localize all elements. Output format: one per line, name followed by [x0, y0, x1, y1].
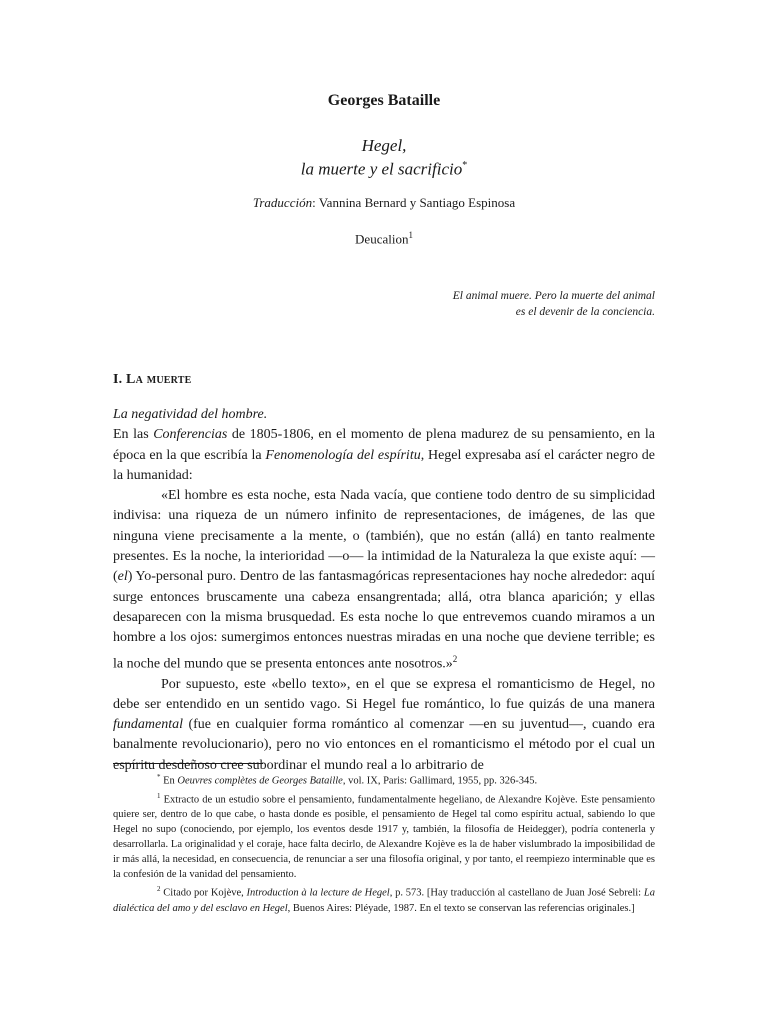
title-line-1: Hegel, — [361, 136, 407, 155]
epigraph — [335, 288, 655, 320]
epigraph-line-2: es el devenir de la conciencia. — [515, 306, 655, 318]
paragraph-1 — [113, 425, 655, 486]
footnote-2-italic-sebreli: La dialéctica del amo y del esclavo en Hegel — [113, 887, 655, 914]
footnote-2-text-a: Citado por Kojève, — [160, 887, 247, 899]
footnote-2-italic-kojeve: Introduction à la lecture de Hegel — [246, 887, 390, 899]
author-name: Georges Bataille — [327, 92, 441, 109]
section-heading: I. La muerte — [113, 372, 192, 387]
translator-names: : Vannina Bernard y Santiago Espinosa — [312, 195, 516, 210]
paragraph-1-italic-conferencias: Conferencias — [153, 427, 228, 443]
quote-text-c: ) Yo-personal puro. Dentro de las fantasmagóricas representaciones hay noche alrededor: aquí surge entonces bruscamente una cabeza ensangrentada; allá, otra blanca aparición; y ellas desaparecen con la misma brusquedad. Es esta noche lo que entrevemos cuando miramos a un hombre a los ojos: sumergimos entonces nuestras miradas en una noche que deviene terrible; es la noche del mundo que se presenta entonces ante nosotros.» — [113, 569, 655, 672]
document-title — [0, 136, 768, 180]
paragraph-2-text-a: Por supuesto, este «bello texto», en el que se expresa el romanticismo de Hegel, no debe ser entendido en un sentido vago. Si Hegel fue romántico, lo fue quizás de una manera — [113, 676, 655, 712]
footnote-1-text: Extracto de un estudio sobre el pensamiento, fundamentalmente hegeliano, de Alexandre Kojève. Este pensamiento quiere ser, dentro de lo que cabe, o hasta donde es posible, el pensamiento de Hegel tal como espíritu actual, sabiendo lo que Hegel no supo (conociendo, por ejemplo, los eventos desde 1917 y, también, la filosofía de Heidegger), podría contenerla y desarrollarla. La originalidad y el coraje, hace falta decirlo, de Alexandre Kojève es la de haber vislumbrado la imposibilidad de ir más allá, la necesidad, en consecuencia, de renunciar a ser una filosofía original, y por tanto, el reempiezo interminable que es la confesión de la vanidad del pensamiento. — [113, 794, 655, 880]
paragraph-1-text-c: de 1805-1806, en el momento de plena madurez de su pensamiento, en la época en la que escribía la — [113, 427, 655, 463]
epigraph-line-1: El animal muere. Pero la muerte del animal — [452, 290, 655, 302]
quote-footnote-marker[interactable]: 2 — [452, 653, 458, 664]
footnote-2-text-e: , Buenos Aires: Pléyade, 1987. En el texto se conservan las referencias originales.] — [287, 902, 635, 914]
footnote-2 — [113, 882, 655, 916]
body-text — [113, 405, 655, 776]
footnote-star-text-c: , vol. IX, Paris: Gallimard, 1955, pp. 326-345. — [342, 775, 538, 787]
publisher-label: Deucalion — [355, 231, 409, 247]
footnote-star — [113, 770, 655, 789]
publisher-footnote-marker[interactable]: 1 — [408, 230, 413, 240]
paragraph-1-text-e: , Hegel expresaba así el carácter negro de la humanidad: — [113, 447, 656, 483]
subsection-title: La negatividad del hombre. — [113, 407, 268, 422]
quote-italic-el: el — [117, 569, 128, 585]
footnote-star-text-a: En — [160, 775, 178, 787]
translation-credit — [0, 195, 768, 211]
footnote-2-marker: 2 — [157, 885, 161, 893]
footnote-separator — [113, 763, 263, 764]
footnote-1 — [113, 789, 655, 883]
title-line-2-text: la muerte y el sacrificio — [300, 159, 463, 179]
footnote-star-italic: Oeuvres complètes de Georges Bataille — [177, 775, 343, 787]
title-line-2 — [0, 156, 768, 180]
paragraph-2-italic-fundamental: fundamental — [113, 717, 183, 733]
paragraph-1-text-a: En las — [113, 427, 154, 443]
translation-label: Traducción — [252, 195, 313, 210]
paragraph-1-italic-fenomenologia: Fenomenología del espíritu — [265, 447, 421, 463]
hegel-quote — [113, 486, 655, 674]
publisher-name — [0, 230, 768, 247]
footnote-2-text-c: , p. 573. [Hay traducción al castellano de Juan José Sebreli: — [389, 887, 644, 899]
title-footnote-marker[interactable]: * — [462, 160, 468, 171]
quote-text-a: «El hombre es esta noche, esta Nada vacía, que contiene todo dentro de su simplicidad indivisa: una riqueza de un número infinito de representaciones, de imágenes, de las que ninguna viene precisamente a la mente, o (también), que no están (allá) en tanto realmente presentes. Es la noche, la interioridad —o— la intimidad de la Naturaleza la que existe aquí: —( — [113, 488, 655, 585]
footnote-1-marker: 1 — [157, 791, 161, 800]
footnote-star-marker: * — [157, 773, 161, 781]
footnotes — [113, 770, 655, 916]
paragraph-2 — [113, 675, 655, 776]
paragraph-2-text-c: (fue en cualquier forma romántico al comenzar —en su juventud—, cuando era banalmente revolucionario), pero no vio entonces en el romanticismo el método por el cual un espíritu desdeñoso cree subordinar el mundo real a lo arbitrario de — [113, 717, 655, 773]
